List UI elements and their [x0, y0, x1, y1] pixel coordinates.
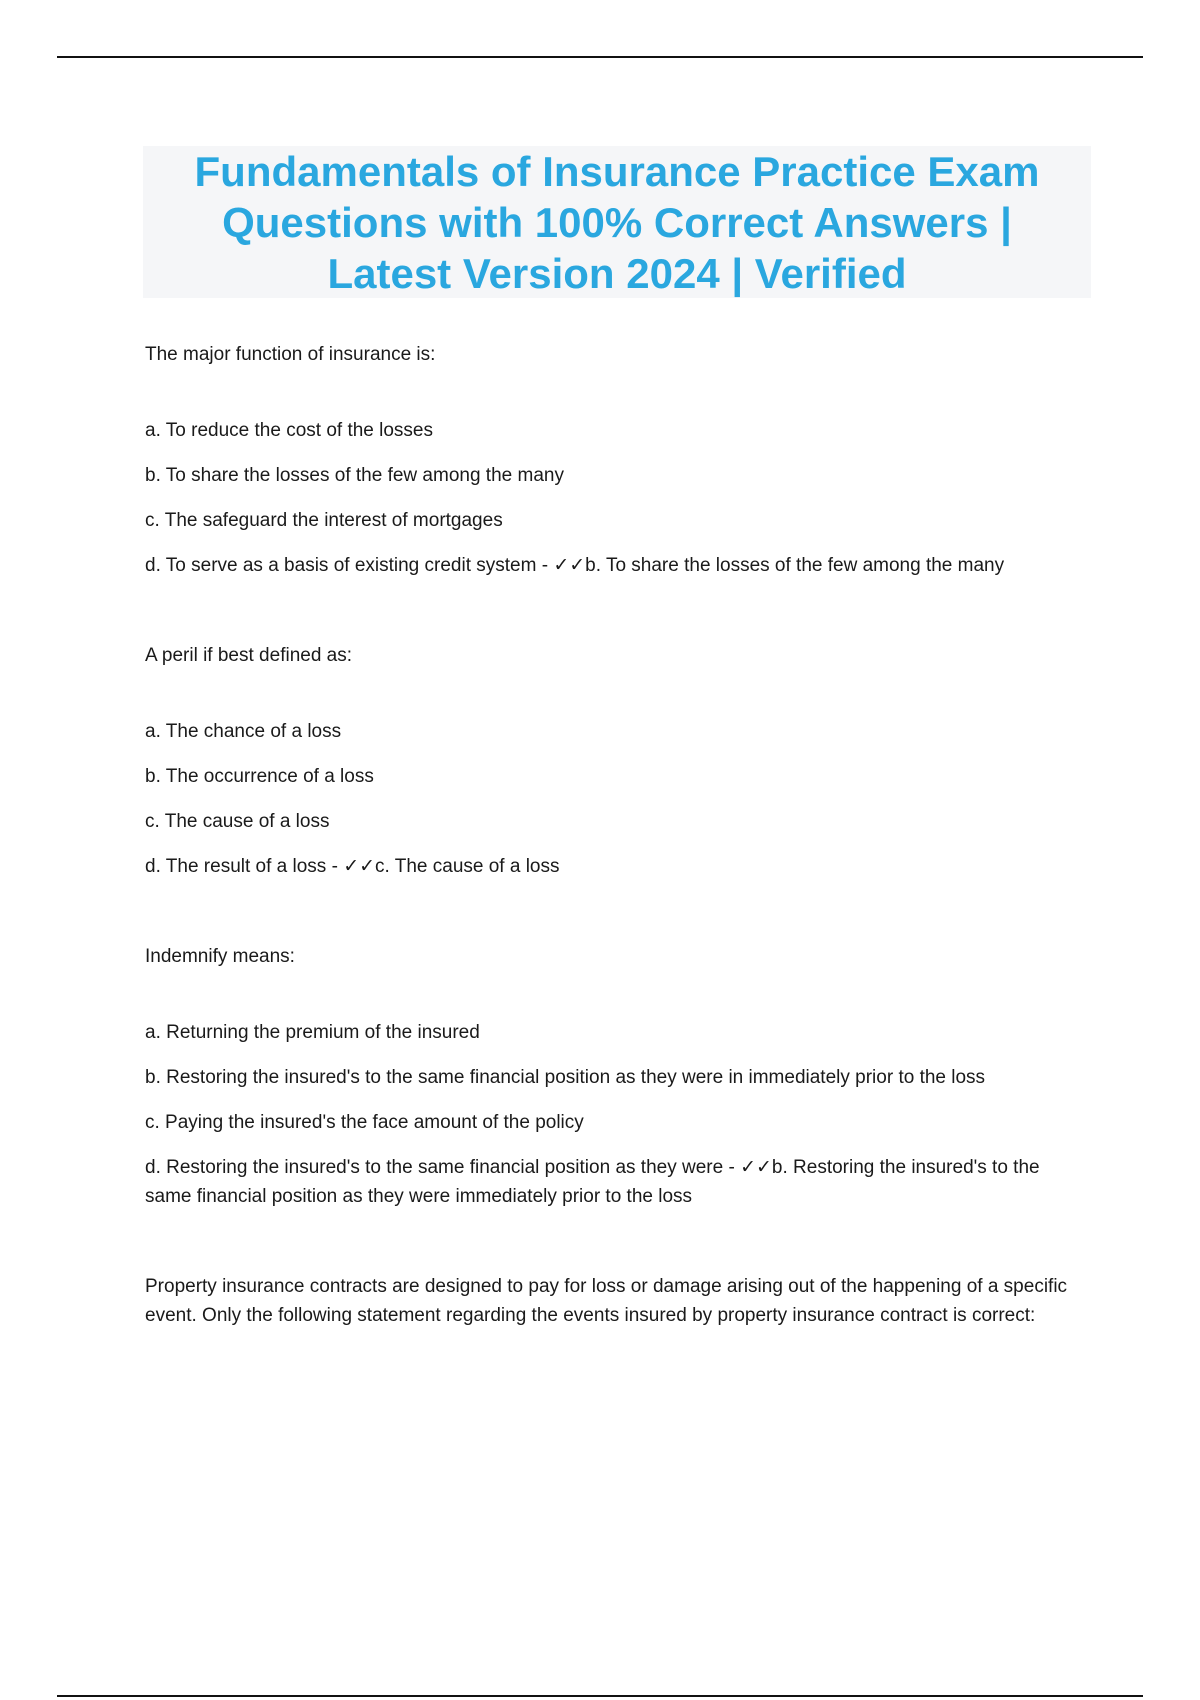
- checkmark-icon: ✓✓: [740, 1156, 772, 1178]
- checkmark-icon: ✓✓: [553, 554, 586, 576]
- question-2: [145, 641, 1085, 881]
- option-b: b. The occurrence of a loss: [145, 766, 374, 787]
- question-stem: The major function of insurance is:: [145, 344, 436, 365]
- correct-answer: b. To share the losses of the few among the many: [585, 555, 1005, 576]
- checkmark-icon: ✓✓: [343, 855, 376, 877]
- option-d: d. The result of a loss -: [145, 856, 344, 877]
- option-d-with-answer: [145, 1153, 1085, 1211]
- question-stem: Indemnify means:: [145, 946, 295, 967]
- option-d: d. Restoring the insured's to the same financial position as they were -: [145, 1157, 741, 1178]
- title-line: Questions with 100% Correct Answers |: [222, 198, 1012, 246]
- option-list: [145, 416, 1085, 580]
- option-d-with-answer: [145, 852, 1085, 881]
- title-line: Fundamentals of Insurance Practice Exam: [194, 147, 1040, 195]
- option-list: [145, 1018, 1085, 1211]
- correct-answer: b. Restoring the insured's to the same financial position as they were immediately prior to the loss: [145, 1157, 1040, 1207]
- option-d-with-answer: [145, 551, 1085, 580]
- question-3: [145, 942, 1085, 1211]
- question-4: [145, 1272, 1085, 1330]
- top-rule: [57, 56, 1143, 58]
- option-list: [145, 717, 1085, 881]
- option-c: c. The cause of a loss: [145, 811, 330, 832]
- document-title: [143, 146, 1091, 299]
- option-b: b. Restoring the insured's to the same financial position as they were in immediately prior to the loss: [145, 1067, 986, 1088]
- option-d: d. To serve as a basis of existing credit system -: [145, 555, 554, 576]
- correct-answer: c. The cause of a loss: [375, 856, 560, 877]
- bottom-rule: [57, 1695, 1143, 1697]
- question-stem: Property insurance contracts are designed to pay for loss or damage arising out of the happening of a specific event. Only the following statement regarding the events insured by property insurance contract is correct:: [145, 1276, 1068, 1326]
- option-a: a. Returning the premium of the insured: [145, 1022, 480, 1043]
- option-c: c. Paying the insured's the face amount of the policy: [145, 1112, 584, 1133]
- option-c: c. The safeguard the interest of mortgages: [145, 510, 503, 531]
- title-line: Latest Version 2024 | Verified: [327, 249, 907, 297]
- question-stem: A peril if best defined as:: [145, 645, 353, 666]
- title-banner: [143, 146, 1091, 298]
- option-a: a. The chance of a loss: [145, 721, 342, 742]
- option-a: a. To reduce the cost of the losses: [145, 420, 433, 441]
- document-body: [145, 340, 1085, 1391]
- question-1: [145, 340, 1085, 580]
- option-b: b. To share the losses of the few among the many: [145, 465, 564, 486]
